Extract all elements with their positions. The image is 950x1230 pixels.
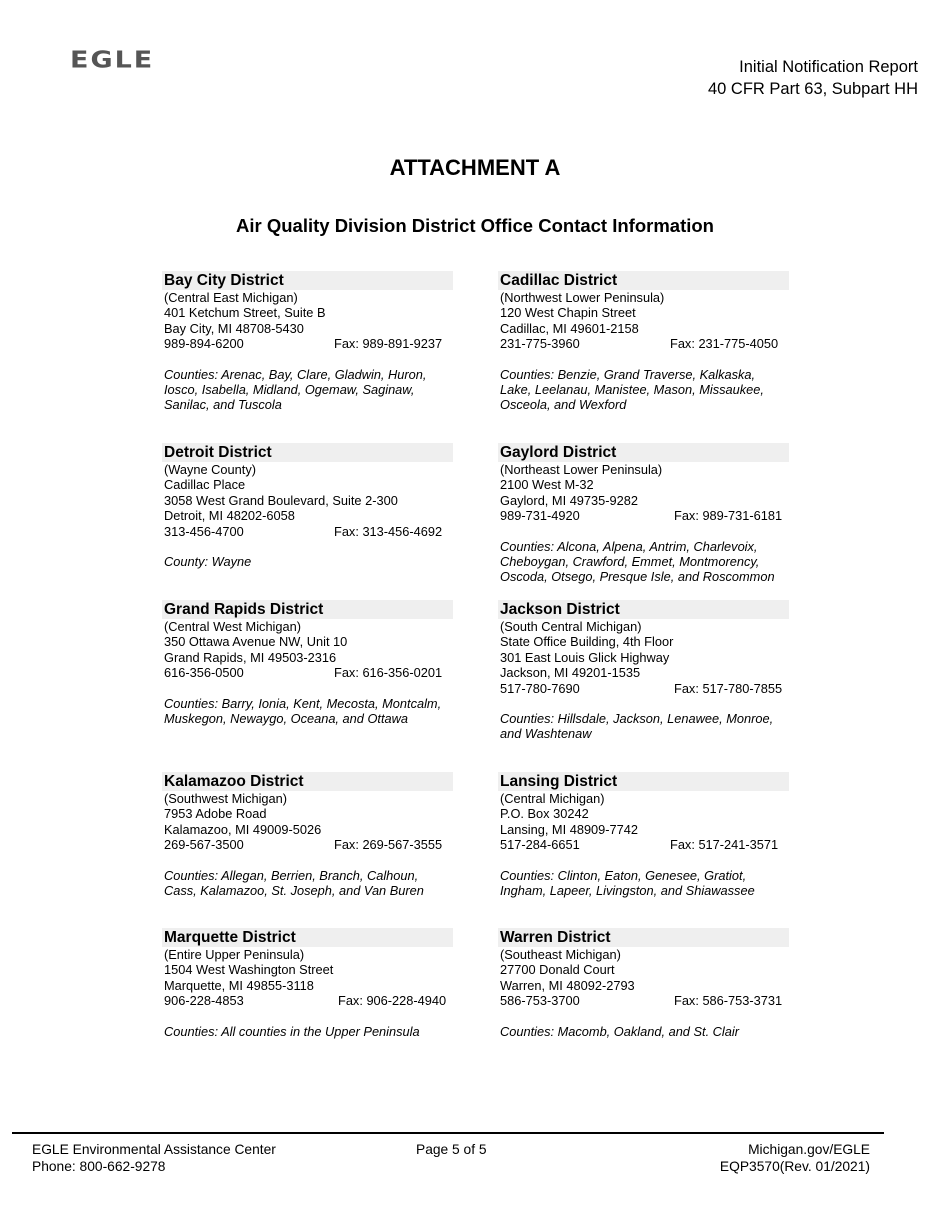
address-line: Marquette, MI 49855-3118 [164,977,314,993]
phone-line [162,837,453,852]
section-title: Air Quality Division District Office Contact Information [236,215,714,236]
phone-line [162,993,453,1008]
district-lansing [498,772,789,898]
phone-number: 989-731-4920 [500,508,580,524]
phone-number: 616-356-0500 [164,665,244,681]
district-counties: Counties: Hillsdale, Jackson, Lenawee, Monroe, and Washtenaw [500,711,774,742]
phone-number: 586-753-3700 [500,993,580,1009]
district-name: Detroit District [162,443,453,462]
phone-line [498,837,789,852]
district-counties: Counties: Macomb, Oakland, and St. Clair [500,1023,739,1039]
address-line: 7953 Adobe Road [164,806,267,822]
footer-phone: Phone: 800-662-9278 [32,1159,166,1174]
district-cadillac [498,271,789,413]
phone-line [498,336,789,351]
address-line: Jackson, MI 49201-1535 [500,665,641,681]
district-marquette [162,928,453,1039]
fax-number: Fax: 517-241-3571 [670,837,779,853]
district-counties: Counties: Benzie, Grand Traverse, Kalkaska, Lake, Leelanau, Manistee, Mason, Missaukee, Osceola, and Wexford [500,366,764,413]
district-name: Jackson District [498,600,789,619]
report-title: Initial Notification Report [739,58,918,76]
address-line: 1504 West Washington Street [164,962,334,978]
address-line: 350 Ottawa Avenue NW, Unit 10 [164,634,348,650]
footer-website: Michigan.gov/EGLE [748,1142,870,1157]
district-grand-rapids [162,600,453,726]
district-region: (Entire Upper Peninsula) [164,947,305,962]
district-bay-city [162,271,453,413]
phone-number: 517-780-7690 [500,680,580,696]
district-name: Warren District [498,928,789,947]
district-gaylord [498,443,789,585]
address-line: Gaylord, MI 49735-9282 [500,492,639,508]
address-line: Bay City, MI 48708-5430 [164,320,304,336]
egle-logo: EGLE [70,47,155,74]
district-name: Bay City District [162,271,453,290]
address-line: Detroit, MI 48202-6058 [164,508,295,524]
district-kalamazoo [162,772,453,898]
address-line: 401 Ketchum Street, Suite B [164,305,326,321]
footer-org: EGLE Environmental Assistance Center [32,1142,276,1157]
address-line: State Office Building, 4th Floor [500,634,674,650]
address-line: P.O. Box 30242 [500,806,589,822]
phone-number: 989-894-6200 [164,336,244,352]
address-line: 2100 West M-32 [500,477,594,493]
phone-line [162,665,453,680]
fax-number: Fax: 517-780-7855 [674,680,783,696]
district-region: (Central West Michigan) [164,619,302,634]
fax-number: Fax: 269-567-3555 [334,837,443,853]
phone-number: 269-567-3500 [164,837,244,853]
address-line: Kalamazoo, MI 49009-5026 [164,821,322,837]
phone-line [162,336,453,351]
district-counties: Counties: Barry, Ionia, Kent, Mecosta, Montcalm, Muskegon, Newaygo, Oceana, and Ottawa [164,695,442,727]
attachment-title: ATTACHMENT A [389,155,561,180]
phone-line [162,524,453,539]
district-counties: Counties: All counties in the Upper Peninsula [164,1023,420,1039]
page-number: Page 5 of 5 [416,1142,487,1157]
district-counties: Counties: Allegan, Berrien, Branch, Calhoun, Cass, Kalamazoo, St. Joseph, and Van Buren [164,867,424,899]
footer-contact [32,1141,276,1175]
district-counties: County: Wayne [164,554,252,570]
district-region: (Northwest Lower Peninsula) [500,290,665,305]
footer-form-number: EQP3570(Rev. 01/2021) [719,1159,870,1174]
district-region: (South Central Michigan) [500,619,642,634]
district-region: (Central Michigan) [500,791,605,806]
district-name: Marquette District [162,928,453,947]
district-region: (Central East Michigan) [164,290,298,305]
phone-line [498,681,789,696]
address-line: Lansing, MI 48909-7742 [500,821,639,837]
district-warren [498,928,789,1039]
phone-line [498,993,789,1008]
district-name: Cadillac District [498,271,789,290]
address-line: 27700 Donald Court [500,962,615,978]
fax-number: Fax: 989-891-9237 [334,336,443,352]
address-line: Cadillac Place [164,477,246,493]
district-detroit [162,443,453,569]
footer-form-info [720,1141,870,1175]
district-region: (Wayne County) [164,462,256,477]
phone-number: 313-456-4700 [164,523,244,539]
address-line: Grand Rapids, MI 49503-2316 [164,649,337,665]
district-region: (Southwest Michigan) [164,791,288,806]
report-header [708,56,918,100]
district-region: (Northeast Lower Peninsula) [500,462,663,477]
phone-line [498,508,789,523]
district-name: Lansing District [498,772,789,791]
fax-number: Fax: 231-775-4050 [670,336,779,352]
district-counties: Counties: Clinton, Eaton, Genesee, Gratiot, Ingham, Lapeer, Livingston, and Shiawassee [500,867,755,899]
fax-number: Fax: 586-753-3731 [674,993,783,1009]
district-region: (Southeast Michigan) [500,947,621,962]
address-line: 120 West Chapin Street [500,305,636,321]
fax-number: Fax: 989-731-6181 [674,508,783,524]
address-line: 301 East Louis Glick Highway [500,649,670,665]
phone-number: 906-228-4853 [164,993,244,1009]
district-counties: Counties: Alcona, Alpena, Antrim, Charlevoix, Cheboygan, Crawford, Emmet, Montmorency, Oscoda, Otsego, Presque Isle, and Roscommon [500,538,775,585]
fax-number: Fax: 313-456-4692 [334,523,443,539]
district-name: Gaylord District [498,443,789,462]
district-name: Kalamazoo District [162,772,453,791]
address-line: Warren, MI 48092-2793 [500,977,635,993]
address-line: 3058 West Grand Boulevard, Suite 2-300 [164,492,398,508]
phone-number: 231-775-3960 [500,336,580,352]
footer-divider [12,1132,884,1134]
district-name: Grand Rapids District [162,600,453,619]
fax-number: Fax: 616-356-0201 [334,665,443,681]
district-counties: Counties: Arenac, Bay, Clare, Gladwin, Huron, Iosco, Isabella, Midland, Ogemaw, Saginaw, Sanilac, and Tuscola [164,366,427,413]
report-regulation: 40 CFR Part 63, Subpart HH [707,80,918,98]
fax-number: Fax: 906-228-4940 [338,993,447,1009]
address-line: Cadillac, MI 49601-2158 [500,320,639,336]
district-jackson [498,600,789,742]
phone-number: 517-284-6651 [500,837,580,853]
